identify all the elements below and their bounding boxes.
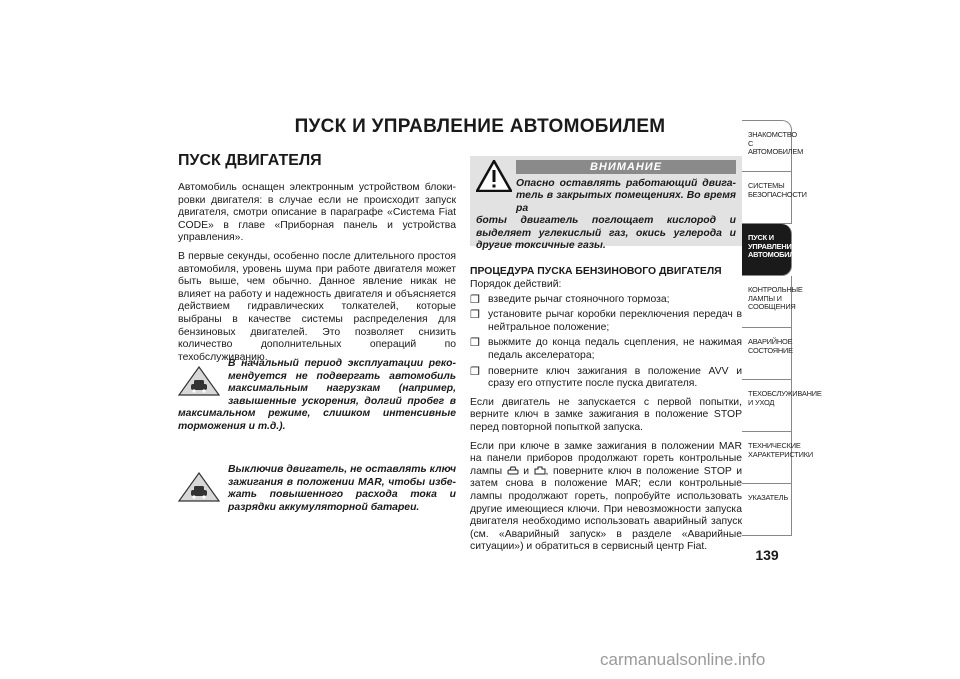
warning-triangle-icon [476,160,512,192]
procedure-steps [470,294,742,391]
paragraph-lamps [470,441,742,554]
warning-text-part: боты двигатель поглощает кислород и выделяет углекислый газ, окись углерода и другие токсичные газы. [476,215,736,252]
sidebar-item-label: ЗНАКОМСТВО С АВТОМОБИЛЕМ [748,130,804,157]
lamps-text-a: Если при ключе в замке зажигания в положении MAR на панели приборов продолжают гореть контрольные лампы [470,440,742,477]
paragraph-retry: Если двигатель не запускается с первой попытки, верните ключ в замке зажигания в положение STOP перед повторной попыткой запуска. [470,396,742,433]
step-text: поверните ключ зажигания в положение AVV и сразу его отпустите после пуска двигателя. [488,365,742,390]
sidebar-item-lamps[interactable] [742,276,803,328]
checkbox-bullet-icon: ❐ [470,293,480,306]
immobilizer-lamp-icon [507,466,519,476]
sidebar-item-label: УКАЗАТЕЛЬ [748,493,789,502]
warning-text-part: Опасно оставлять работающий двигатель в закрытых помещениях. Во время ра [516,178,736,214]
list-item [470,294,742,307]
right-column [470,156,742,560]
sidebar-item-intro[interactable] [742,120,804,172]
sidebar-item-label: АВАРИЙНОЕ СОСТОЯНИЕ [748,337,793,355]
sidebar-item-label: КОНТРОЛЬНЫЕ ЛАМПЫ И СООБЩЕНИЯ [748,285,803,312]
list-item [470,309,742,334]
paragraph-engine-noise: В первые секунды, особенно после длительного простоя автомобиля, уровень шума при работе двигателя может быть выше, чем обычно. Данное явление никак не влияет на работу и надежность двигателя и объясняется действием гидравлических толкателей, которые выбраны в качестве системы распределения для бензиновых двигателей. Это позволяет снизить количество дополнительных операций по техобслуживанию. [178,250,456,363]
checkbox-bullet-icon: ❐ [470,337,480,350]
sidebar-item-specs[interactable] [742,432,813,484]
list-item [470,337,742,362]
car-note-icon [178,472,220,502]
car-note-icon [178,366,220,396]
watermark: carmanualsonline.info [600,650,766,669]
warning-box [470,156,742,252]
chapter-sidebar [742,120,822,536]
note-break-in-text: В начальный период эксплуатации рекомендуется не подвергать автомобиль максимальным нагрузкам (например, завышенные ускорения, долгий пробег в максимальном режиме, слишком интенсивные торможения и т.д.). [178,358,456,432]
list-item [470,366,742,391]
checkbox-bullet-icon: ❐ [470,309,480,322]
procedure-intro: Порядок действий: [470,279,562,290]
sidebar-item-index[interactable] [742,484,792,536]
section-heading: ПУСК ДВИГАТЕЛЯ [178,152,322,169]
sidebar-item-label: ТЕХНИЧЕСКИЕ ХАРАКТЕРИСТИКИ [748,441,813,459]
warning-text [476,178,736,252]
note-key-mar [178,464,456,514]
sidebar-item-label: ТЕХОБСЛУЖИВАНИЕ И УХОД [748,389,822,407]
page-number: 139 [755,547,779,563]
left-column [178,152,456,370]
sidebar-item-label: СИСТЕМЫ БЕЗОПАСНОСТИ [748,181,807,199]
sidebar-item-safety[interactable] [742,172,807,224]
step-text: установите рычаг коробки переключения передач в нейтральное положение; [488,309,742,333]
sidebar-item-maintenance[interactable] [742,380,822,432]
step-text: выжмите до конца педаль сцепления, не нажимая педаль акселератора; [488,337,742,361]
paragraph-immobilizer: Автомобиль оснащен электронным устройством блокировки двигателя: в случае если не происходит запуск двигателя, смотри описание в параграфе «Система Fiat CODE» в главе «Приборная панель и устройства управления». [178,182,456,244]
procedure-heading: ПРОЦЕДУРА ПУСКА БЕНЗИНОВОГО ДВИГАТЕЛЯ [470,266,722,277]
sidebar-item-emergency[interactable] [742,328,792,380]
note-break-in [178,358,456,434]
injection-lamp-icon [534,466,546,476]
sidebar-item-starting[interactable] [742,224,806,276]
note-key-mar-text: Выключив двигатель, не оставлять ключ зажигания в положении MAR, чтобы избежать повышенного расхода тока и разрядки аккумуляторной батареи. [228,464,456,513]
lamps-text-b: , поверните ключ в положение STOP и затем снова в положение MAR; если контрольные лампы продолжают гореть, попробуйте использовать другие имеющиеся ключи. При невозможности запуска двигателя необходимо использовать аварийный запуск (см. «Аварийный запуск» в разделе «Аварийные ситуации») и обратиться в сервисный центр Fiat. [470,465,743,553]
checkbox-bullet-icon: ❐ [470,365,480,378]
warning-header: ВНИМАНИЕ [516,160,736,174]
page-title: ПУСК И УПРАВЛЕНИЕ АВТОМОБИЛЕМ [294,116,666,137]
lamps-text-and: и [523,465,529,477]
step-text: взведите рычаг стояночного тормоза; [488,293,670,305]
sidebar-item-label: ПУСК И УПРАВЛЕНИЕ АВТОМОБИЛЕМ [748,233,806,260]
